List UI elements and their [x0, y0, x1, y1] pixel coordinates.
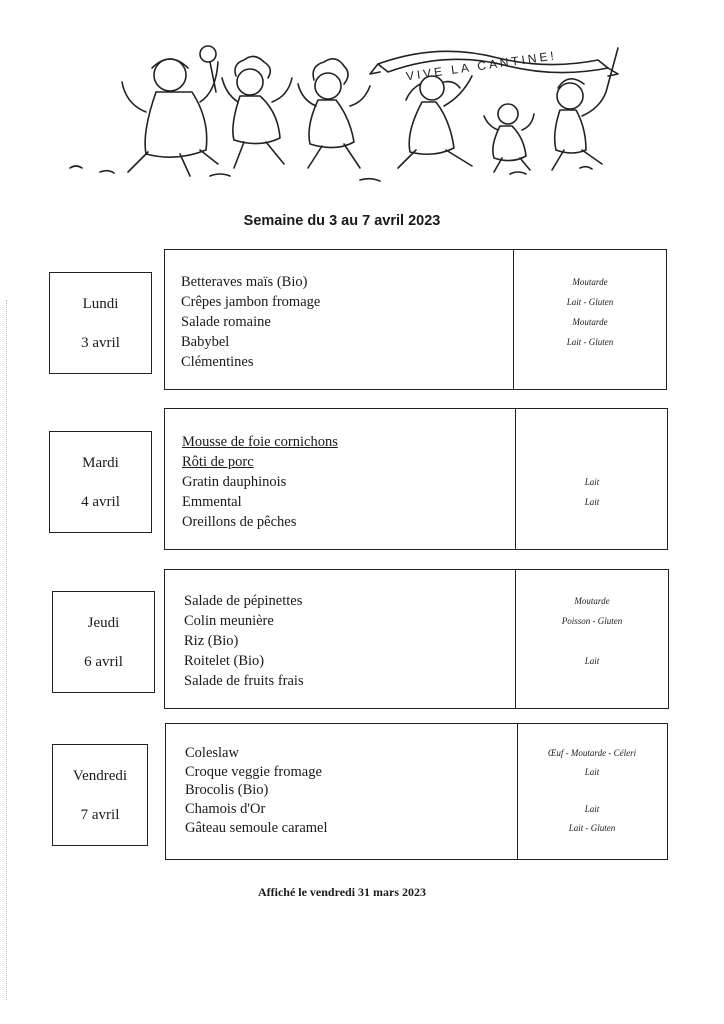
dish-item: Chamois d'Or [185, 801, 266, 817]
dish-item: Clémentines [181, 354, 254, 370]
scan-edge-line [6, 300, 7, 1000]
day-box-lundi [49, 272, 152, 374]
allergen-divider [515, 408, 516, 550]
dish-item: Croque veggie fromage [185, 764, 322, 780]
menu-box-jeudi [164, 569, 669, 709]
day-box-vendredi [52, 744, 148, 846]
dish-item: Babybel [181, 334, 230, 350]
allergen-info: Moutarde [574, 596, 610, 606]
allergen-info: Moutarde [572, 317, 608, 327]
day-name: Lundi [82, 296, 119, 312]
menu-box-lundi [164, 249, 667, 390]
dish-item: Oreillons de pêches [182, 514, 297, 530]
day-date: 7 avril [80, 807, 120, 823]
allergen-divider [515, 569, 516, 709]
menu-box-vendredi [165, 723, 668, 860]
day-date: 3 avril [81, 335, 120, 351]
day-date: 4 avril [81, 494, 120, 510]
dish-item: Riz (Bio) [184, 633, 239, 649]
dish-item: Coleslaw [185, 745, 239, 761]
posted-date-footer: Affiché le vendredi 31 mars 2023 [257, 885, 427, 899]
allergen-info: Lait [584, 477, 600, 487]
allergen-info: Œuf - Moutarde - Céleri [547, 748, 637, 758]
day-name: Jeudi [87, 615, 120, 631]
allergen-info: Lait [584, 656, 600, 666]
allergen-info: Lait [584, 804, 600, 814]
allergen-info: Lait - Gluten [568, 823, 616, 833]
allergen-divider [513, 249, 514, 390]
dish-item: Salade de fruits frais [184, 673, 304, 689]
cantine-banner-illustration [60, 40, 660, 190]
allergen-divider [517, 723, 518, 860]
allergen-info: Poisson - Gluten [561, 616, 623, 626]
dish-item: Gratin dauphinois [182, 474, 287, 490]
dish-item: Salade romaine [181, 314, 271, 330]
dish-item: Brocolis (Bio) [185, 782, 269, 798]
allergen-info: Lait [584, 767, 600, 777]
banner-text: VIVE LA CANTINE! [405, 48, 558, 84]
dish-item: Rôti de porc [182, 454, 254, 470]
dish-item: Mousse de foie cornichons [182, 434, 338, 450]
dish-item: Betteraves maïs (Bio) [181, 274, 308, 290]
dish-item: Gâteau semoule caramel [185, 820, 328, 836]
week-title: Semaine du 3 au 7 avril 2023 [243, 213, 441, 229]
dish-item: Salade de pépinettes [184, 593, 303, 609]
dish-item: Colin meunière [184, 613, 274, 629]
dish-item: Roitelet (Bio) [184, 653, 265, 669]
dish-item: Crêpes jambon fromage [181, 294, 321, 310]
allergen-info: Lait - Gluten [566, 297, 614, 307]
menu-box-mardi [164, 408, 668, 550]
day-date: 6 avril [84, 654, 123, 670]
day-name: Vendredi [72, 768, 128, 784]
dish-item: Emmental [182, 494, 242, 510]
allergen-info: Moutarde [572, 277, 608, 287]
allergen-info: Lait [584, 497, 600, 507]
day-box-jeudi [52, 591, 155, 693]
day-name: Mardi [82, 455, 119, 471]
day-box-mardi [49, 431, 152, 533]
allergen-info: Lait - Gluten [566, 337, 614, 347]
